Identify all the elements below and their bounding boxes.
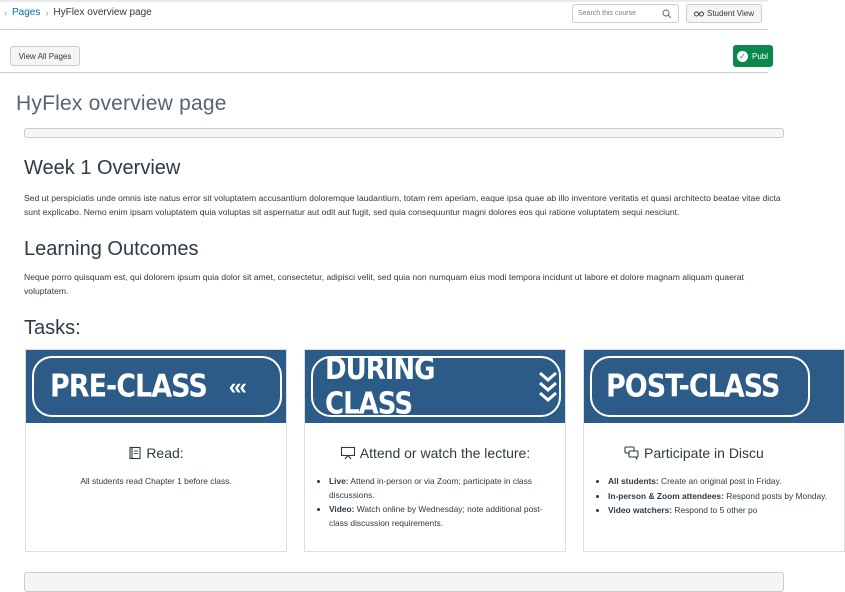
- list-item: [329, 503, 555, 530]
- student-view-button[interactable]: [686, 4, 762, 23]
- week-overview-heading: Week 1 Overview: [24, 157, 181, 179]
- presentation-icon: [340, 446, 356, 460]
- page-title: HyFlex overview page: [16, 92, 227, 115]
- page-toolbar: [0, 33, 768, 73]
- card-heading: [584, 445, 844, 461]
- task-card-post-class: [583, 349, 845, 552]
- breadcrumb-chevron-icon: ›: [4, 7, 7, 18]
- content-divider: [24, 128, 784, 138]
- view-all-pages-button[interactable]: View All Pages: [10, 46, 80, 66]
- item-label: Video watchers:: [608, 505, 673, 515]
- task-list: [598, 475, 834, 518]
- tasks-heading: Tasks:: [24, 317, 81, 339]
- banner-pill: [311, 352, 561, 421]
- card-heading-text: Read:: [146, 445, 184, 461]
- item-label: In-person & Zoom attendees:: [608, 490, 724, 501]
- glasses-icon: [694, 11, 704, 17]
- item-text: Create an original post in Friday.: [658, 476, 782, 486]
- book-icon: [128, 446, 142, 460]
- search-input[interactable]: [572, 4, 679, 23]
- publish-label: Publ: [752, 51, 769, 61]
- student-view-label: Student View: [707, 9, 754, 18]
- item-label: Video:: [329, 504, 355, 514]
- item-label: All students:: [608, 476, 659, 486]
- card-heading: [305, 445, 565, 461]
- card-body: [319, 475, 555, 531]
- banner-title: PRE-CLASS: [50, 368, 207, 405]
- card-body: [598, 475, 834, 519]
- during-class-banner: [305, 350, 565, 423]
- breadcrumb-pages-link[interactable]: Pages: [12, 7, 41, 18]
- post-class-banner: [584, 350, 844, 423]
- search-placeholder: Search this course: [578, 10, 636, 17]
- list-item: [329, 475, 555, 502]
- list-item: [608, 504, 834, 518]
- banner-pill: [590, 356, 810, 417]
- search-icon[interactable]: [661, 8, 673, 20]
- breadcrumb-current: HyFlex overview page: [53, 7, 152, 18]
- card-body-text: All students read Chapter 1 before class.: [80, 476, 232, 486]
- banner-title: POST-CLASS: [606, 368, 780, 405]
- pre-class-banner: [26, 350, 286, 423]
- left-arrows-icon: ‹‹‹: [228, 373, 245, 399]
- card-heading-text: Attend or watch the lecture:: [359, 445, 531, 461]
- list-item: [608, 490, 834, 504]
- task-card-pre-class: [25, 349, 287, 552]
- card-body: [26, 475, 286, 489]
- publish-button[interactable]: [733, 45, 773, 67]
- learning-outcomes-heading: Learning Outcomes: [24, 238, 199, 260]
- breadcrumb-chevron-icon: ›: [45, 7, 49, 18]
- week-overview-text: Sed ut perspiciatis unde omnis iste natus error sit voluptatem accusantium doloremque laudantium, totam rem aperiam, eaque ipsa quae ab illo inventore veritatis et quasi architecto beatae vitae dicta sunt explicabo. Nemo enim ipsam voluptatem quia voluptas sit aspernatur aut odit aut fugit, sed quia consequuntur magni dolores eos qui ratione voluptatem sequi nesciunt.: [24, 193, 781, 217]
- down-arrows-icon: [537, 370, 559, 404]
- item-label: Live:: [329, 476, 349, 486]
- list-item: [608, 475, 834, 489]
- banner-pill: [32, 356, 282, 417]
- item-text: Respond posts by Monday.: [723, 490, 828, 501]
- item-text: Respond to 5 other po: [672, 505, 758, 515]
- card-heading: [26, 445, 286, 461]
- task-card-during-class: [304, 349, 566, 552]
- item-text: Watch online by Wednesday; note additional post-class discussion requirements.: [329, 504, 543, 528]
- breadcrumb: [4, 7, 152, 18]
- bottom-content-box: [24, 572, 784, 592]
- card-heading-text: Participate in Discu: [644, 445, 764, 461]
- item-text: Attend in-person or via Zoom; participate in class discussions.: [329, 476, 532, 500]
- learning-outcomes-text: Neque porro quisquam est, qui dolorem ipsum quia dolor sit amet, consectetur, adipisci velit, sed quia non numquam eius modi tempora incidunt ut labore et dolore magnam aliquam quaerat voluptatem.: [24, 272, 744, 296]
- discussion-icon: [624, 446, 640, 460]
- top-navigation-bar: [0, 0, 768, 30]
- check-icon: ✓: [737, 51, 748, 62]
- banner-title: DURING CLASS: [325, 352, 435, 421]
- task-list: [319, 475, 555, 530]
